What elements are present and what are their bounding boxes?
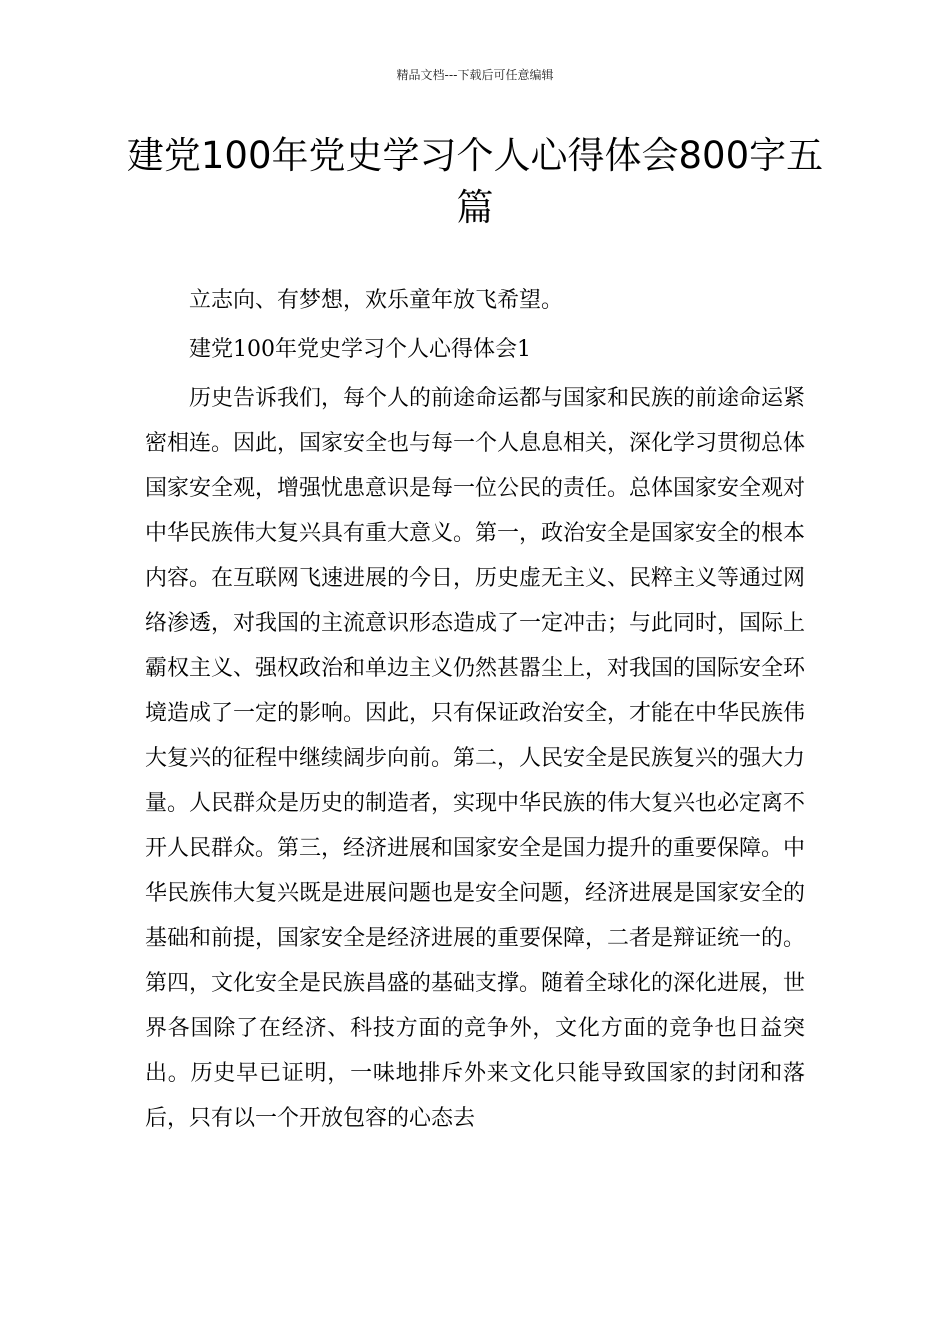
document-title: 建党100年党史学习个人心得体会800字五篇 xyxy=(126,134,824,229)
document-body xyxy=(145,278,805,1141)
intro-line: 立志向、有梦想，欢乐童年放飞希望。 xyxy=(189,288,564,313)
section-heading: 建党100年党史学习个人心得体会1 xyxy=(189,337,531,362)
header-note: 精品文档---下载后可任意编辑 xyxy=(396,68,554,82)
body-paragraph: 历史告诉我们，每个人的前途命运都与国家和民族的前途命运紧密相连。因此，国家安全也与每一个人息息相关，深化学习贯彻总体国家安全观，增强忧患意识是每一位公民的责任。总体国家安全观对中华民族伟大复兴具有重大意义。第一，政治安全是国家安全的根本内容。在互联网飞速进展的今日，历史虚无主义、民粹主义等通过网络渗透，对我国的主流意识形态造成了一定冲击；与此同时，国际上霸权主义、强权政治和单边主义仍然甚嚣尘上，对我国的国际安全环境造成了一定的影响。因此，只有保证政治安全，才能在中华民族伟大复兴的征程中继续阔步向前。第二，人民安全是民族复兴的强大力量。人民群众是历史的制造者，实现中华民族的伟大复兴也必定离不开人民群众。第三，经济进展和国家安全是国力提升的重要保障。中华民族伟大复兴既是进展问题也是安全问题，经济进展是国家安全的基础和前提，国家安全是经济进展的重要保障，二者是辩证统一的。第四，文化安全是民族昌盛的基础支撑。随着全球化的深化进展，世界各国除了在经济、科技方面的竞争外，文化方面的竞争也日益突出。历史早已证明，一味地排斥外来文化只能导致国家的封闭和落后，只有以一个开放包容的心态去 xyxy=(145,386,806,1131)
